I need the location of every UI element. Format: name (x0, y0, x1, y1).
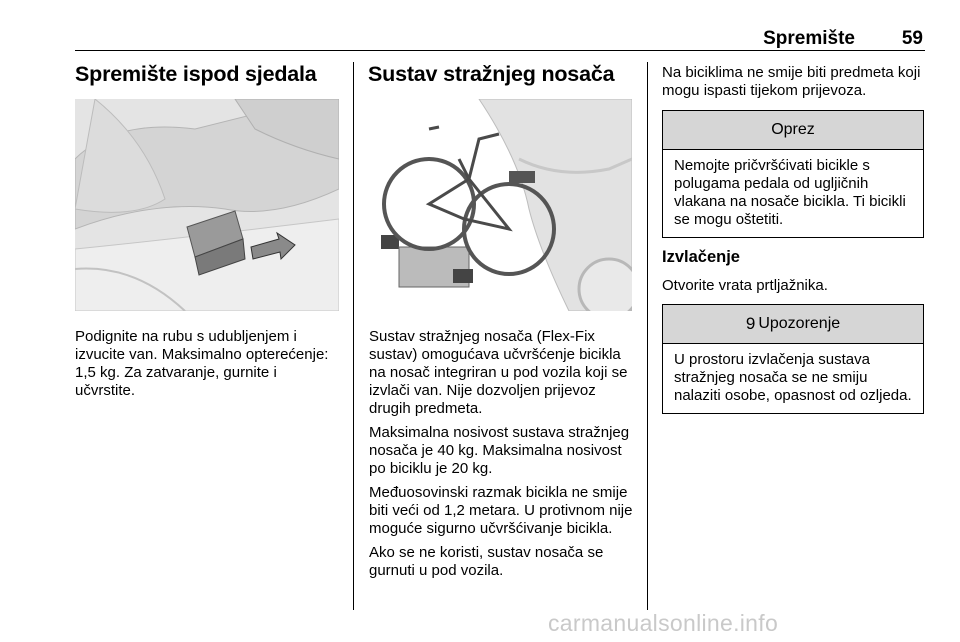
column-rear-carrier (368, 62, 633, 87)
column-carrier-continued (662, 64, 927, 106)
column-divider-1 (353, 62, 354, 610)
rear-carrier-paragraph-4: Ako se ne koristi, sustav nosača se gurnuti u pod vozila. (369, 544, 604, 579)
column-divider-2 (647, 62, 648, 610)
watermark: carmanualsonline.info (548, 610, 779, 636)
page-number: 59 (901, 28, 923, 49)
rear-carrier-text (369, 328, 634, 586)
rear-carrier-paragraph-1: Sustav stražnjeg nosača (Flex-Fix sustav) omogućava učvršćenje bicikla na nosač integriran u pod vozila koji se izvlači van. Nije dozvoljen prijevoz drugih predmeta. (369, 328, 628, 417)
underseat-drawer-illustration (75, 99, 339, 311)
warning-box-header (663, 305, 923, 344)
caution-box (662, 110, 924, 238)
caution-box-title: Oprez (663, 111, 923, 150)
underseat-paragraph: Podignite na rubu s udubljenjem i izvucite van. Maksimalno opterećenje: 1,5 kg. Za zatvaranje, gurnite i učvrstite. (75, 328, 329, 399)
section-title: Spremište (763, 28, 855, 49)
rear-carrier-paragraph-3: Međuosovinski razmak bicikla ne smije biti veći od 1,2 metara. U protivnom nije moguće sigurno učvršćivanje bicikla. (369, 484, 633, 537)
heading-underseat-storage: Spremište ispod sjedala (75, 62, 317, 86)
caution-box-text: Nemojte pričvršćivati bicikle s polugama pedala od ugljičnih vlakana na nosače bicikla. Ti bicikli se mogu oštetiti. (674, 157, 906, 228)
column-underseat-storage (75, 62, 340, 87)
warning-icon: 9 (745, 314, 756, 333)
warning-box-title: Upozorenje (758, 315, 841, 332)
warning-box-text: U prostoru izvlačenja sustava stražnjeg nosača se ne smiju nalaziti osobe, opasnost od ozljeda. (674, 351, 912, 404)
rear-carrier-paragraph-2: Maksimalna nosivost sustava stražnjeg nosača je 40 kg. Maksimalna nosivost po biciklu je 20 kg. (369, 424, 630, 477)
page-header (75, 28, 925, 51)
warning-box (662, 304, 924, 414)
cargo-note-paragraph: Na biciklima ne smije biti predmeta koji mogu ispasti tijekom prijevoza. (662, 64, 921, 99)
underseat-text (75, 328, 340, 406)
bicycle-carrier-illustration (369, 99, 632, 311)
extraction-paragraph: Otvorite vrata prtljažnika. (662, 277, 828, 294)
heading-extraction: Izvlačenje (662, 248, 740, 266)
heading-rear-carrier: Sustav stražnjeg nosača (368, 62, 615, 86)
extraction-section (662, 248, 927, 301)
